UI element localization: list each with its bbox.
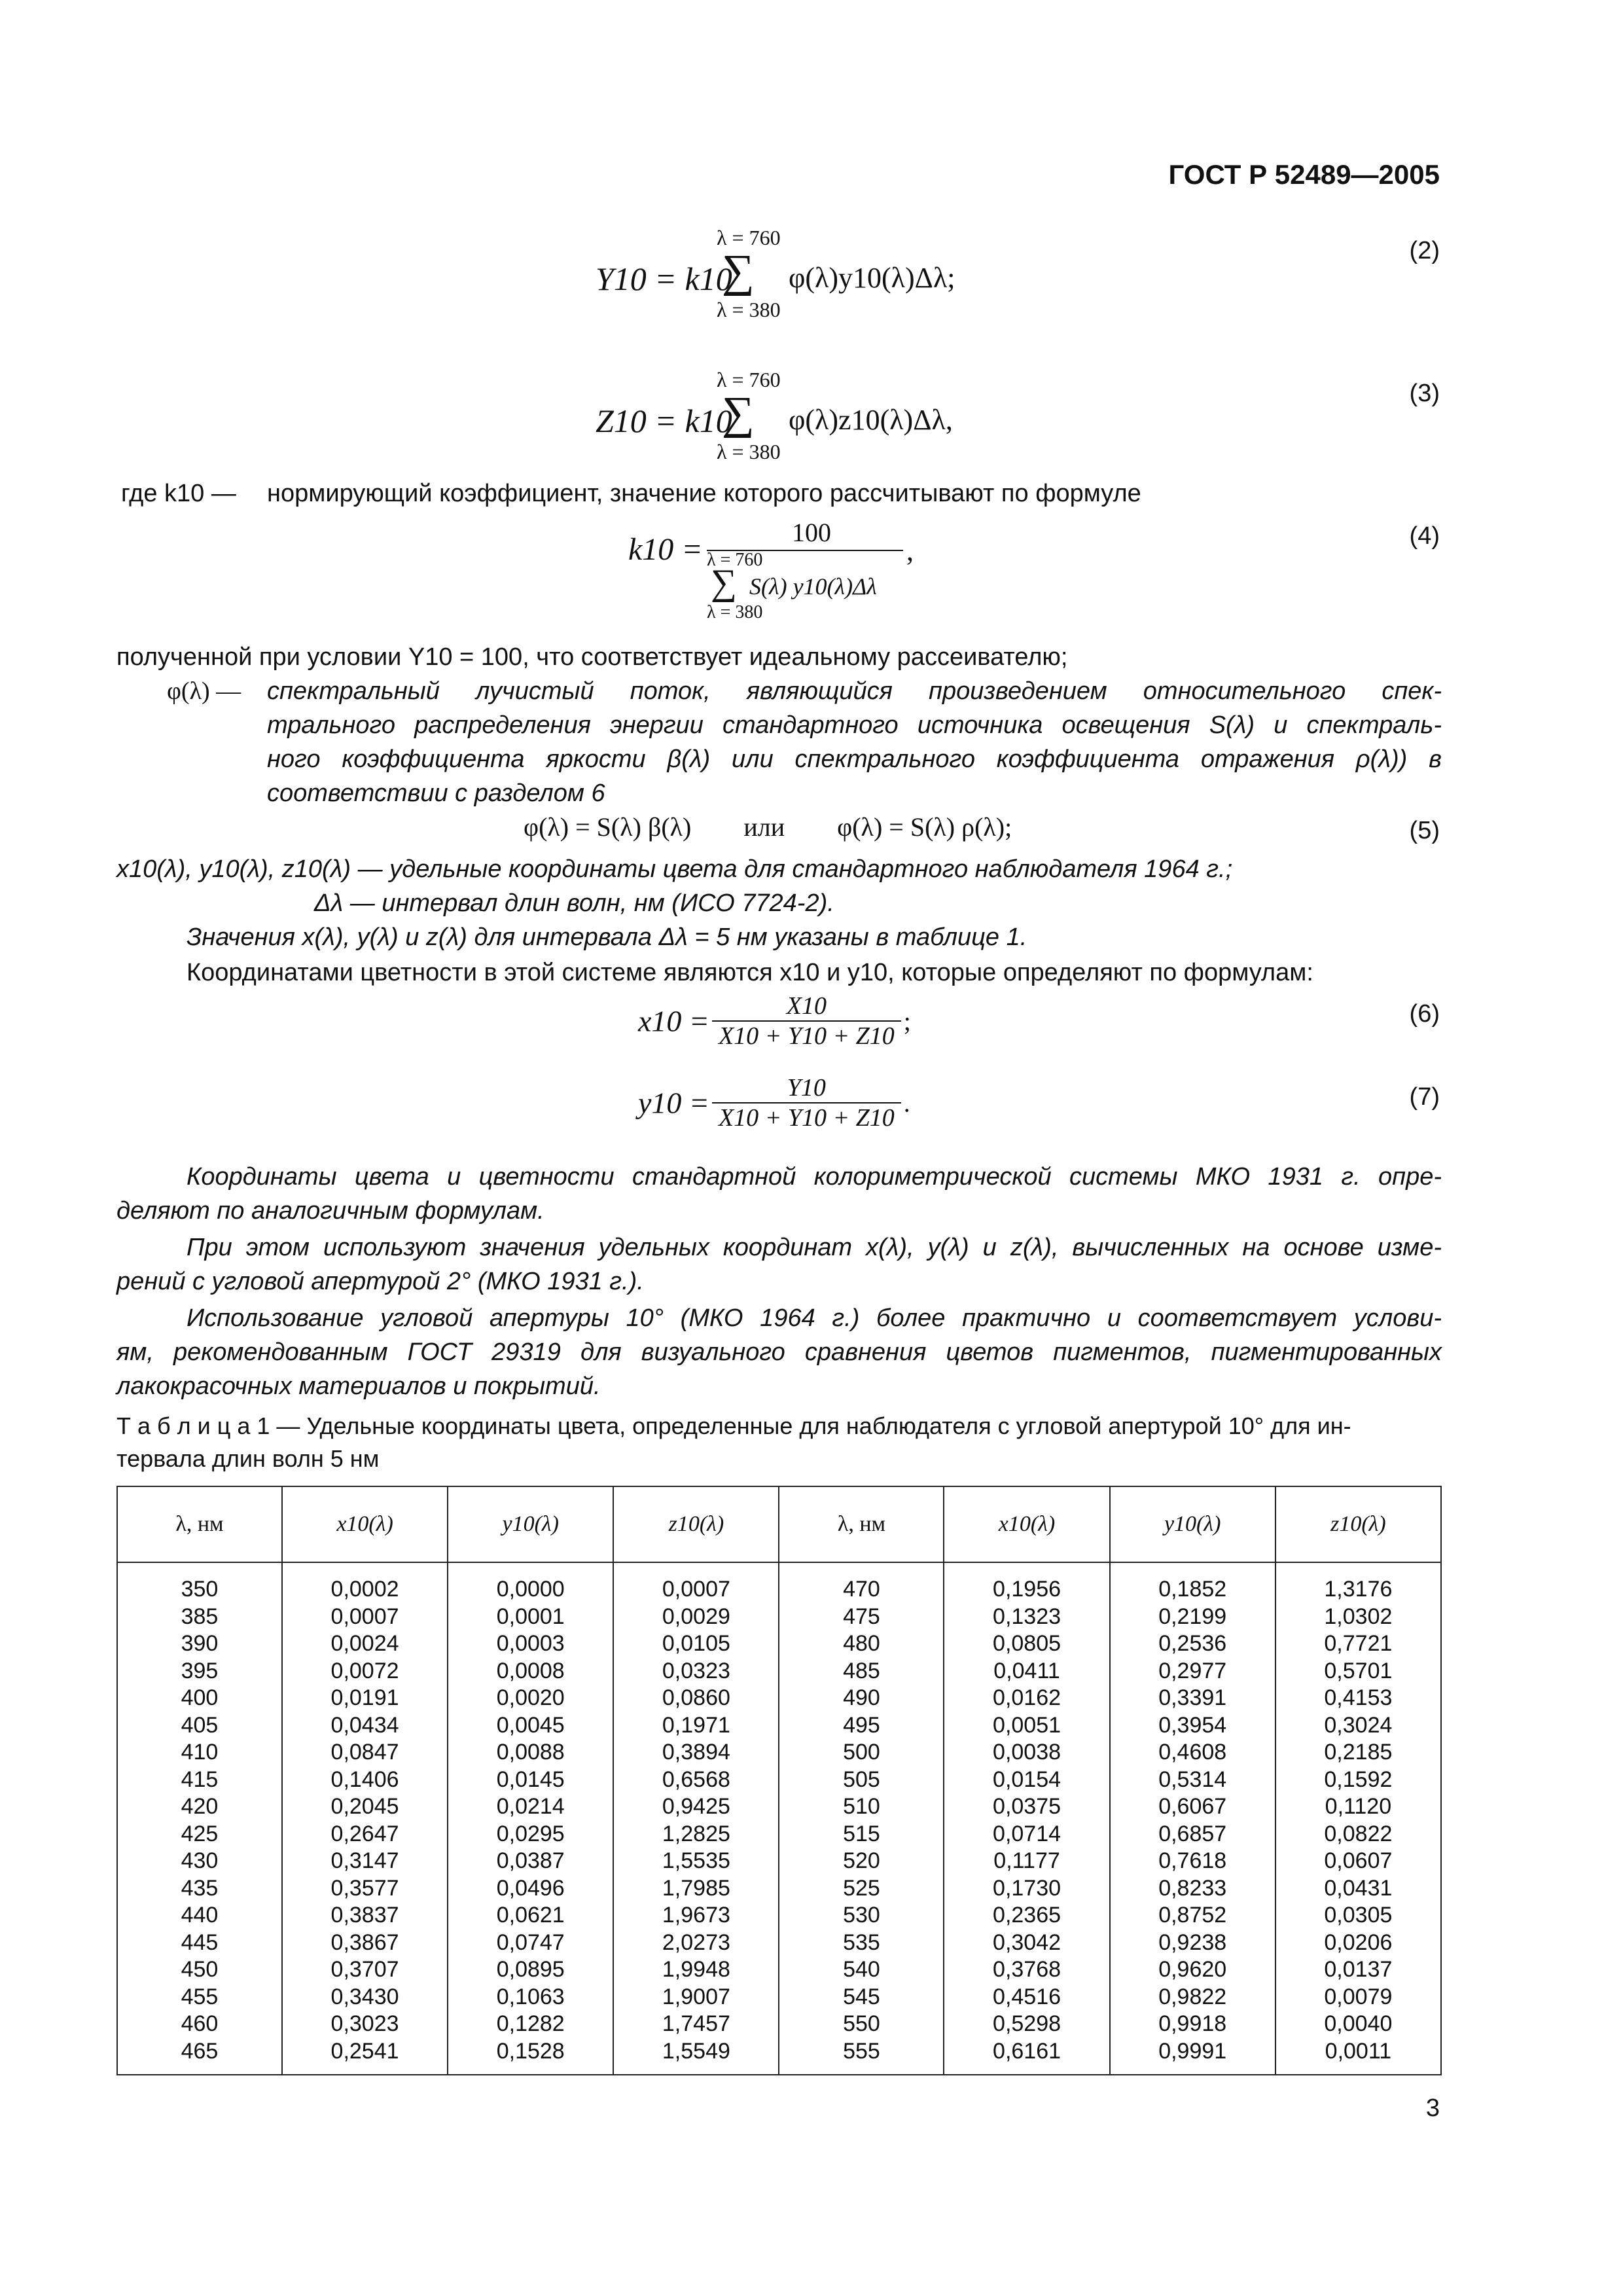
formula-7-lhs: y10 = — [638, 1086, 709, 1120]
cell-lambda: 405 — [117, 1712, 282, 1740]
table-row — [117, 1739, 1441, 1767]
table-caption-text: — Удельные координаты цвета, определенные для наблюдателя с угловой апертурой 10° для ин- — [270, 1412, 1351, 1439]
cell-x10: 0,0002 — [282, 1562, 448, 1604]
cell-lambda: 450 — [117, 1956, 282, 1984]
values-reference-text: Значения x(λ), y(λ) и z(λ) для интервала Δλ = 5 нм указаны в таблице 1. — [187, 924, 1027, 951]
cell-z10: 0,0323 — [613, 1658, 779, 1685]
cell-z10: 0,6568 — [613, 1767, 779, 1794]
cell-lambda: 395 — [117, 1658, 282, 1685]
cell-y10: 0,0000 — [448, 1562, 613, 1604]
page-number: 3 — [1425, 2094, 1440, 2122]
document-code: ГОСТ Р 52489—2005 — [1168, 159, 1440, 190]
table-row — [117, 1956, 1441, 1984]
cell-y10-2: 0,9238 — [1110, 1929, 1275, 1957]
cell-x10: 0,2045 — [282, 1793, 448, 1821]
cell-lambda: 350 — [117, 1562, 282, 1604]
table-row — [117, 1685, 1441, 1712]
delta-lambda-definition: Δλ — интервал длин волн, нм (ИСО 7724-2). — [314, 889, 834, 917]
formula-6-fraction — [712, 992, 901, 1050]
table-row — [117, 1767, 1441, 1794]
cell-y10-2: 0,6857 — [1110, 1821, 1275, 1848]
table-row — [117, 2011, 1441, 2038]
cell-y10: 0,1063 — [448, 1984, 613, 2011]
formula-7-tail: . — [903, 1088, 910, 1118]
header-y10: y10(λ) — [448, 1486, 613, 1562]
formula-3-lhs: Z10 = k10 — [596, 403, 732, 439]
cell-lambda-2: 495 — [779, 1712, 944, 1740]
cell-z10-2: 0,0206 — [1275, 1929, 1441, 1957]
cell-z10: 0,3894 — [613, 1739, 779, 1767]
cell-z10: 1,5535 — [613, 1848, 779, 1875]
cell-y10: 0,0387 — [448, 1848, 613, 1875]
cell-z10: 2,0273 — [613, 1929, 779, 1957]
para-2-line-2: рений с угловой апертурой 2° (МКО 1931 г.). — [116, 1268, 644, 1295]
cell-x10-2: 0,5298 — [944, 2011, 1109, 2038]
cell-lambda: 425 — [117, 1821, 282, 1848]
formula-4-denominator: S(λ) y10(λ)Δλ — [749, 573, 877, 600]
table-row — [117, 1793, 1441, 1821]
header-y10-2: y10(λ) — [1110, 1486, 1275, 1562]
header-lambda-2: λ, нм — [779, 1486, 944, 1562]
cell-lambda: 445 — [117, 1929, 282, 1957]
cell-lambda-2: 525 — [779, 1875, 944, 1903]
formula-6-number: (6) — [1409, 1000, 1440, 1028]
cell-x10-2: 0,0375 — [944, 1793, 1109, 1821]
header-z10: z10(λ) — [613, 1486, 779, 1562]
formula-4-sum-upper-limit: λ = 760 — [707, 550, 763, 570]
cell-y10: 0,0214 — [448, 1793, 613, 1821]
table-caption-line-2: тервала длин волн 5 нм — [116, 1445, 380, 1472]
cell-z10: 0,0105 — [613, 1630, 779, 1658]
cell-z10-2: 0,0431 — [1275, 1875, 1441, 1903]
para-2-line-1: При этом используют значения удельных координат x(λ), y(λ) и z(λ), вычисленных на основе изме- — [187, 1234, 1442, 1261]
cell-x10-2: 0,1956 — [944, 1562, 1109, 1604]
cell-z10-2: 1,0302 — [1275, 1604, 1441, 1631]
header-lambda: λ, нм — [117, 1486, 282, 1562]
table-header-row — [117, 1486, 1441, 1562]
table-row — [117, 1658, 1441, 1685]
cell-x10-2: 0,1730 — [944, 1875, 1109, 1903]
spectral-coordinates-table — [116, 1486, 1442, 2075]
xyz-definition: x10(λ), y10(λ), z10(λ) — удельные координаты цвета для стандартного наблюдателя 1964 г.; — [116, 855, 1233, 883]
cell-y10: 0,1282 — [448, 2011, 613, 2038]
cell-y10-2: 0,2536 — [1110, 1630, 1275, 1658]
table-row — [117, 1902, 1441, 1929]
table-row — [117, 1875, 1441, 1903]
cell-z10: 0,0860 — [613, 1685, 779, 1712]
sum-sign-icon: ∑ — [722, 388, 755, 439]
formula-6 — [638, 992, 911, 1070]
sum-sign-icon: ∑ — [722, 246, 755, 296]
cell-z10-2: 0,0607 — [1275, 1848, 1441, 1875]
formula-6-denominator: X10 + Y10 + Z10 — [718, 1022, 895, 1050]
formula-5-number: (5) — [1409, 817, 1440, 844]
formula-4-tail: , — [906, 535, 914, 567]
cell-z10-2: 0,0040 — [1275, 2011, 1441, 2038]
formula-2-sum-upper-limit: λ = 760 — [717, 226, 781, 249]
cell-lambda-2: 535 — [779, 1929, 944, 1957]
phi-def-line-1: спектральный лучистый поток, являющийся произведением относительного спек- — [267, 677, 1442, 705]
cell-z10-2: 0,2185 — [1275, 1739, 1441, 1767]
cell-x10: 0,3147 — [282, 1848, 448, 1875]
formula-6-numerator: X10 — [712, 992, 901, 1022]
cell-z10-2: 1,3176 — [1275, 1562, 1441, 1604]
table-row — [117, 1929, 1441, 1957]
cell-lambda: 385 — [117, 1604, 282, 1631]
cell-y10-2: 0,7618 — [1110, 1848, 1275, 1875]
cell-lambda-2: 555 — [779, 2038, 944, 2075]
cell-lambda-2: 545 — [779, 1984, 944, 2011]
cell-z10: 0,0029 — [613, 1604, 779, 1631]
cell-lambda-2: 515 — [779, 1821, 944, 1848]
cell-y10-2: 0,9620 — [1110, 1956, 1275, 1984]
cell-z10: 1,2825 — [613, 1821, 779, 1848]
cell-y10: 0,0621 — [448, 1902, 613, 1929]
cell-x10: 0,0847 — [282, 1739, 448, 1767]
cell-y10: 0,1528 — [448, 2038, 613, 2075]
formula-2-rhs: φ(λ)y10(λ)Δλ; — [789, 262, 955, 294]
para-1-line-2: деляют по аналогичным формулам. — [116, 1197, 544, 1225]
cell-lambda-2: 480 — [779, 1630, 944, 1658]
phi-term: φ(λ) — — [167, 677, 241, 705]
cell-y10-2: 0,4608 — [1110, 1739, 1275, 1767]
formula-7 — [638, 1073, 910, 1152]
formula-5-left: φ(λ) = S(λ) β(λ) — [524, 812, 692, 842]
cell-lambda: 415 — [117, 1767, 282, 1794]
cell-lambda: 430 — [117, 1848, 282, 1875]
cell-x10: 0,3707 — [282, 1956, 448, 1984]
cell-z10-2: 0,3024 — [1275, 1712, 1441, 1740]
cell-lambda-2: 530 — [779, 1902, 944, 1929]
obtained-condition-text: полученной при условии Y10 = 100, что соответствует идеальному рассеивателю; — [116, 643, 1068, 671]
cell-x10-2: 0,6161 — [944, 2038, 1109, 2075]
formula-7-denominator: X10 + Y10 + Z10 — [718, 1104, 895, 1132]
formula-4-lhs: k10 = — [628, 532, 703, 567]
cell-z10: 1,5549 — [613, 2038, 779, 2075]
cell-x10: 0,0007 — [282, 1604, 448, 1631]
cell-x10-2: 0,0411 — [944, 1658, 1109, 1685]
cell-x10-2: 0,0038 — [944, 1739, 1109, 1767]
cell-lambda: 435 — [117, 1875, 282, 1903]
cell-z10: 0,0007 — [613, 1562, 779, 1604]
cell-lambda-2: 475 — [779, 1604, 944, 1631]
formula-3-rhs: φ(λ)z10(λ)Δλ, — [789, 404, 953, 436]
cell-lambda-2: 510 — [779, 1793, 944, 1821]
cell-x10-2: 0,0051 — [944, 1712, 1109, 1740]
table-row — [117, 1712, 1441, 1740]
formula-2-number: (2) — [1409, 237, 1440, 264]
cell-y10-2: 0,3954 — [1110, 1712, 1275, 1740]
formula-2-sum-lower-limit: λ = 380 — [717, 298, 781, 321]
cell-z10-2: 0,0822 — [1275, 1821, 1441, 1848]
cell-y10: 0,0001 — [448, 1604, 613, 1631]
table-row — [117, 1821, 1441, 1848]
phi-def-line-2: трального распределения энергии стандартного источника освещения S(λ) и спектраль- — [267, 711, 1442, 739]
formula-6-lhs: x10 = — [638, 1004, 709, 1038]
cell-y10-2: 0,9991 — [1110, 2038, 1275, 2075]
formula-5-or: или — [743, 812, 785, 842]
table-row — [117, 1848, 1441, 1875]
table-row — [117, 1630, 1441, 1658]
cell-z10-2: 0,7721 — [1275, 1630, 1441, 1658]
cell-x10: 0,3023 — [282, 2011, 448, 2038]
cell-x10: 0,0024 — [282, 1630, 448, 1658]
cell-z10-2: 0,0305 — [1275, 1902, 1441, 1929]
cell-z10-2: 0,0011 — [1275, 2038, 1441, 2075]
cell-lambda: 420 — [117, 1793, 282, 1821]
table-row — [117, 2038, 1441, 2075]
cell-z10-2: 0,0137 — [1275, 1956, 1441, 1984]
cell-z10: 1,7985 — [613, 1875, 779, 1903]
table-caption-label: Т а б л и ц а 1 — [116, 1412, 270, 1439]
para-3-line-1: Использование угловой апертуры 10° (МКО 1964 г.) более практично и соответствует услови- — [187, 1304, 1442, 1332]
cell-z10-2: 0,1592 — [1275, 1767, 1441, 1794]
cell-z10-2: 0,4153 — [1275, 1685, 1441, 1712]
cell-x10-2: 0,4516 — [944, 1984, 1109, 2011]
cell-x10: 0,0072 — [282, 1658, 448, 1685]
cell-x10-2: 0,0805 — [944, 1630, 1109, 1658]
cell-x10-2: 0,0154 — [944, 1767, 1109, 1794]
cell-lambda-2: 490 — [779, 1685, 944, 1712]
cell-x10-2: 0,0714 — [944, 1821, 1109, 1848]
formula-5 — [524, 812, 1012, 842]
cell-z10: 0,1971 — [613, 1712, 779, 1740]
cell-lambda: 440 — [117, 1902, 282, 1929]
table-body — [117, 1562, 1441, 2075]
cell-y10-2: 0,5314 — [1110, 1767, 1275, 1794]
cell-z10-2: 0,1120 — [1275, 1793, 1441, 1821]
formula-6-tail: ; — [903, 1006, 911, 1036]
table-row — [117, 1984, 1441, 2011]
cell-lambda-2: 505 — [779, 1767, 944, 1794]
cell-y10: 0,0003 — [448, 1630, 613, 1658]
cell-lambda: 465 — [117, 2038, 282, 2075]
cell-x10: 0,3430 — [282, 1984, 448, 2011]
phi-def-line-4: соответствии с разделом 6 — [267, 780, 605, 807]
cell-z10-2: 0,0079 — [1275, 1984, 1441, 2011]
cell-z10-2: 0,5701 — [1275, 1658, 1441, 1685]
cell-z10: 0,9425 — [613, 1793, 779, 1821]
cell-y10-2: 0,8233 — [1110, 1875, 1275, 1903]
cell-y10: 0,0008 — [448, 1658, 613, 1685]
formula-7-numerator: Y10 — [712, 1073, 901, 1103]
cell-y10: 0,0020 — [448, 1685, 613, 1712]
cell-y10: 0,0747 — [448, 1929, 613, 1957]
cell-x10-2: 0,2365 — [944, 1902, 1109, 1929]
where-k10-term: где k10 — — [121, 480, 236, 507]
where-k10-text: нормирующий коэффициент, значение которого рассчитывают по формуле — [267, 480, 1141, 507]
cell-x10: 0,0191 — [282, 1685, 448, 1712]
cell-x10-2: 0,1177 — [944, 1848, 1109, 1875]
para-1-line-1: Координаты цвета и цветности стандартной колориметрической системы МКО 1931 г. опре- — [187, 1163, 1442, 1191]
cell-y10: 0,0045 — [448, 1712, 613, 1740]
formula-4-sum-lower-limit: λ = 380 — [707, 602, 763, 622]
cell-lambda: 390 — [117, 1630, 282, 1658]
cell-x10: 0,3837 — [282, 1902, 448, 1929]
para-3-line-3: лакокрасочных материалов и покрытий. — [116, 1372, 601, 1400]
cell-x10-2: 0,3768 — [944, 1956, 1109, 1984]
cell-lambda-2: 485 — [779, 1658, 944, 1685]
cell-y10-2: 0,9918 — [1110, 2011, 1275, 2038]
cell-y10-2: 0,2199 — [1110, 1604, 1275, 1631]
cell-y10-2: 0,2977 — [1110, 1658, 1275, 1685]
cell-x10: 0,2541 — [282, 2038, 448, 2075]
table-caption-line-1 — [116, 1412, 1445, 1440]
formula-7-number: (7) — [1409, 1083, 1440, 1111]
table-row — [117, 1562, 1441, 1604]
cell-z10: 1,9007 — [613, 1984, 779, 2011]
cell-y10: 0,0496 — [448, 1875, 613, 1903]
header-x10-2: x10(λ) — [944, 1486, 1109, 1562]
cell-x10: 0,2647 — [282, 1821, 448, 1848]
cell-y10: 0,0895 — [448, 1956, 613, 1984]
formula-2 — [524, 226, 1113, 331]
formula-3-sum-upper-limit: λ = 760 — [717, 368, 781, 391]
chromaticity-text: Координатами цветности в этой системе являются x10 и y10, которые определяют по формулам: — [187, 959, 1313, 986]
header-z10-2: z10(λ) — [1275, 1486, 1441, 1562]
cell-y10-2: 0,3391 — [1110, 1685, 1275, 1712]
formula-5-right: φ(λ) = S(λ) ρ(λ); — [837, 812, 1012, 842]
cell-x10-2: 0,1323 — [944, 1604, 1109, 1631]
cell-lambda-2: 550 — [779, 2011, 944, 2038]
formula-4 — [628, 517, 995, 628]
cell-y10: 0,0088 — [448, 1739, 613, 1767]
cell-lambda-2: 470 — [779, 1562, 944, 1604]
cell-x10-2: 0,0162 — [944, 1685, 1109, 1712]
sum-sign-icon: ∑ — [711, 562, 737, 603]
cell-lambda-2: 540 — [779, 1956, 944, 1984]
cell-lambda: 400 — [117, 1685, 282, 1712]
cell-y10-2: 0,6067 — [1110, 1793, 1275, 1821]
cell-y10-2: 0,8752 — [1110, 1902, 1275, 1929]
cell-y10: 0,0145 — [448, 1767, 613, 1794]
formula-4-number: (4) — [1409, 522, 1440, 550]
formula-7-fraction — [712, 1073, 901, 1132]
cell-lambda: 410 — [117, 1739, 282, 1767]
cell-z10: 1,9673 — [613, 1902, 779, 1929]
cell-lambda-2: 520 — [779, 1848, 944, 1875]
cell-lambda: 460 — [117, 2011, 282, 2038]
cell-y10-2: 0,1852 — [1110, 1562, 1275, 1604]
cell-lambda: 455 — [117, 1984, 282, 2011]
formula-4-numerator: 100 — [792, 518, 831, 547]
phi-def-line-3: ного коэффициента яркости β(λ) или спектрального коэффициента отражения ρ(λ)) в — [267, 745, 1442, 773]
cell-x10: 0,3867 — [282, 1929, 448, 1957]
cell-x10: 0,0434 — [282, 1712, 448, 1740]
cell-x10: 0,1406 — [282, 1767, 448, 1794]
cell-lambda-2: 500 — [779, 1739, 944, 1767]
formula-3-sum-lower-limit: λ = 380 — [717, 440, 781, 463]
table-row — [117, 1604, 1441, 1631]
cell-x10-2: 0,3042 — [944, 1929, 1109, 1957]
cell-z10: 1,9948 — [613, 1956, 779, 1984]
formula-3 — [524, 368, 1113, 473]
cell-y10-2: 0,9822 — [1110, 1984, 1275, 2011]
formula-2-lhs: Y10 = k10 — [596, 260, 732, 297]
header-x10: x10(λ) — [282, 1486, 448, 1562]
cell-z10: 1,7457 — [613, 2011, 779, 2038]
formula-3-number: (3) — [1409, 380, 1440, 407]
cell-x10: 0,3577 — [282, 1875, 448, 1903]
cell-y10: 0,0295 — [448, 1821, 613, 1848]
para-3-line-2: ям, рекомендованным ГОСТ 29319 для визуального сравнения цветов пигментов, пигментированных — [116, 1338, 1442, 1366]
